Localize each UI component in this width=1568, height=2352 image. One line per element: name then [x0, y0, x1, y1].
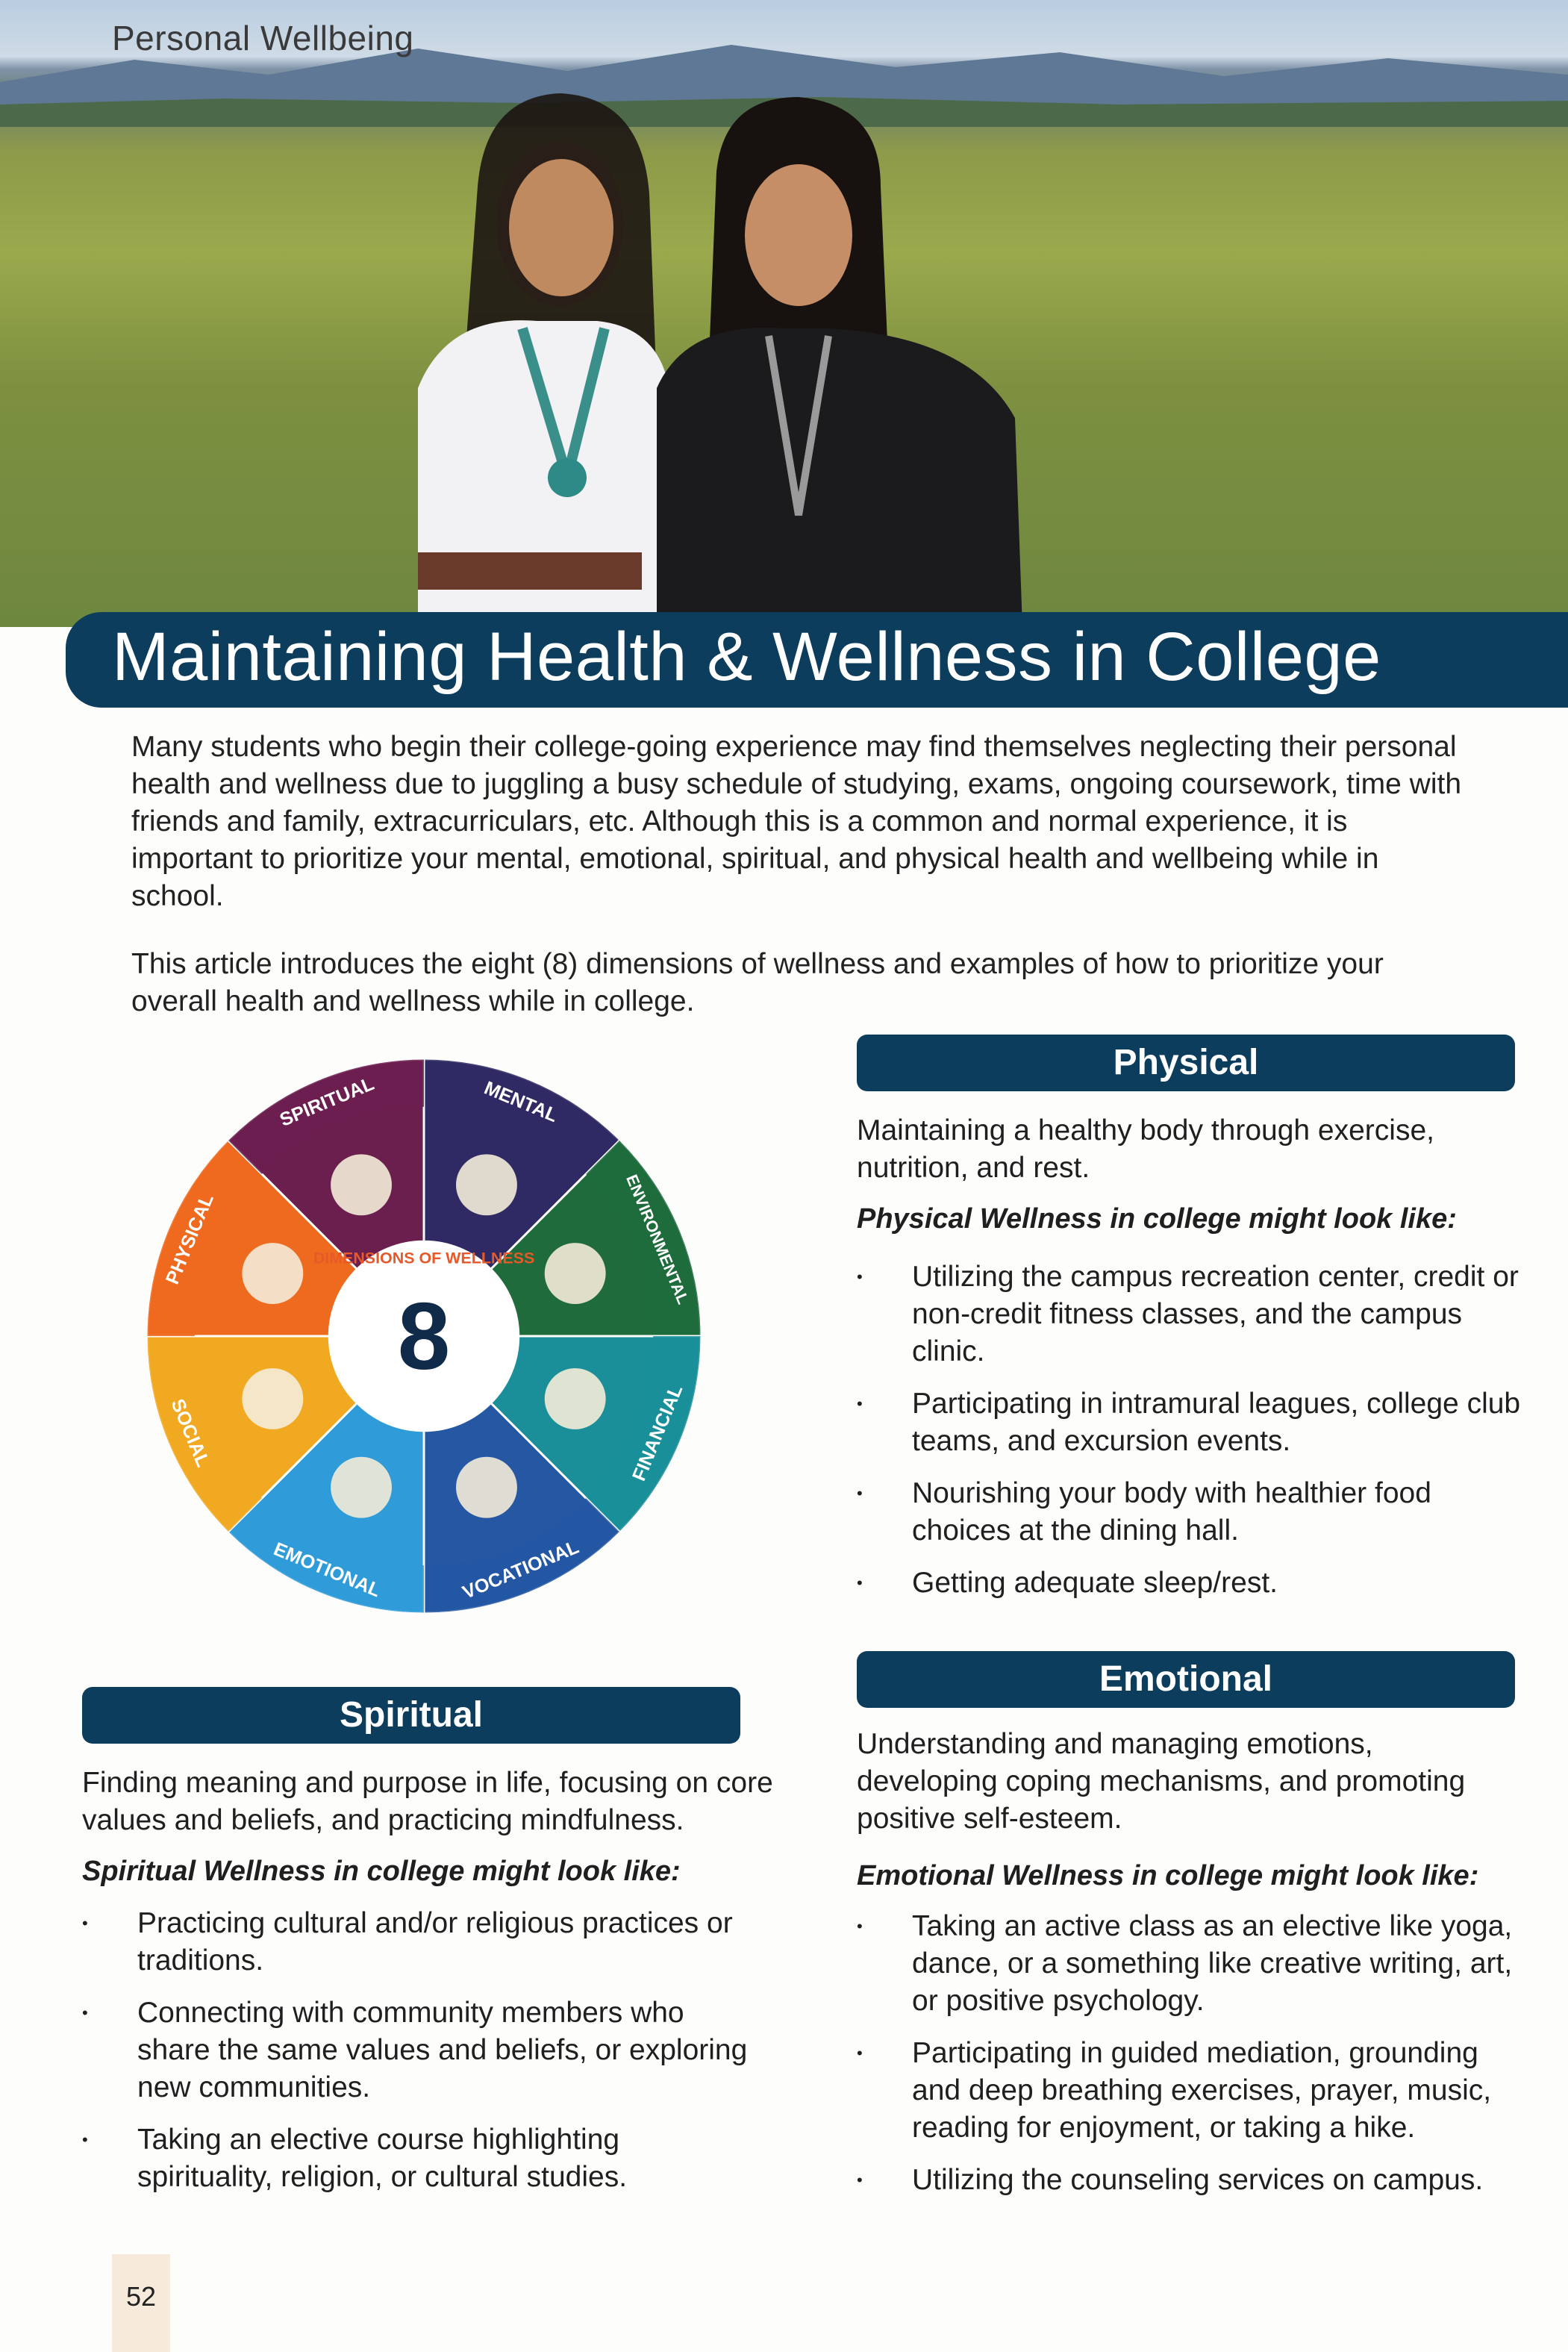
section-label: Personal Wellbeing [112, 19, 414, 57]
wheel-label-physical: PHYSICAL [161, 1191, 218, 1288]
list-item: • Practicing cultural and/or religious practices or traditions. [82, 1907, 733, 1977]
emotional-heading: Emotional [857, 1651, 1515, 1708]
list-item: • Utilizing the campus recreation center, credit or non-credit fitness classes, and the campus clinic. [857, 1261, 1519, 1367]
title-bar [66, 612, 1568, 708]
feather-icon [331, 1154, 392, 1215]
list-item: • Nourishing your body with healthier food choices at the dining hall. [857, 1477, 1431, 1547]
physical-subheading: Physical Wellness in college might look like: [857, 1203, 1457, 1235]
runner-icon [242, 1243, 303, 1304]
mountains-icon [545, 1243, 606, 1304]
intro-paragraph: This article introduces the eight (8) dimensions of wellness and examples of how to prioritize your overall health and wellness while in college. [131, 948, 1384, 1017]
list-item: • Taking an elective course highlighting spirituality, religion, or cultural studies. [82, 2124, 628, 2193]
tools-icon [456, 1457, 517, 1518]
wheel-label-spiritual: SPIRITUAL [276, 1073, 378, 1131]
wheel-label-mental: MENTAL [481, 1077, 561, 1127]
stones-icon [331, 1457, 392, 1518]
wheel-label-financial: FINANCIAL [628, 1382, 687, 1485]
spiritual-heading: Spiritual [82, 1687, 740, 1744]
page-number-tab [112, 2254, 170, 2352]
physical-heading: Physical [857, 1035, 1515, 1091]
wheel-label-emotional: EMOTIONAL [270, 1538, 384, 1602]
list-item: • Participating in guided mediation, grounding and deep breathing exercises, prayer, music, reading for enjoyment, or taking a hike. [857, 2037, 1492, 2144]
intro-paragraph: Many students who begin their college-going experience may find themselves neglecting their personal health and wellness due to juggling a busy schedule of studying, exams, ongoing coursework, time with friends and family, extracurriculars, etc. Although this is a common and normal experience, it is important to prioritize your mental, emotional, spiritual, and physical health and wellbeing while in school. [131, 731, 1462, 912]
list-item: • Connecting with community members who share the same values and beliefs, or exploring new communities. [82, 1997, 748, 2103]
list-item: • Getting adequate sleep/rest. [857, 1567, 1278, 1599]
hero-photo [0, 0, 1568, 627]
spiritual-list [82, 1905, 754, 2211]
wheel-label-environmental: ENVIRONMENTAL [622, 1172, 693, 1307]
spiritual-subheading: Spiritual Wellness in college might look like: [82, 1856, 681, 1887]
mug-icon [242, 1368, 303, 1429]
wellness-wheel [133, 1045, 715, 1627]
page-title: Maintaining Health & Wellness in College [112, 619, 1381, 695]
wheel-center-ring-text: DIMENSIONS OF WELLNESS [313, 1249, 535, 1267]
wheel-label-social: SOCIAL [166, 1396, 213, 1470]
face-icon [456, 1154, 517, 1215]
list-item: • Participating in intramural leagues, college club teams, and excursion events. [857, 1388, 1521, 1457]
emotional-list [857, 1908, 1528, 2214]
list-item: • Utilizing the counseling services on campus. [857, 2164, 1484, 2196]
physical-list [857, 1258, 1528, 1617]
spiritual-description: Finding meaning and purpose in life, focusing on core values and beliefs, and practicing mindfulness. [82, 1767, 773, 1836]
emotional-description: Understanding and managing emotions, developing coping mechanisms, and promoting positive self-esteem. [857, 1728, 1466, 1835]
wheel-center-number: 8 [397, 1282, 451, 1389]
list-item: • Taking an active class as an elective like yoga, dance, or a something like creative writing, art, or positive psychology. [857, 1910, 1513, 2017]
emotional-subheading: Emotional Wellness in college might look like: [857, 1860, 1479, 1891]
people-illustration [0, 0, 1568, 627]
wheel-label-vocational: VOCATIONAL [459, 1536, 582, 1603]
physical-description: Maintaining a healthy body through exercise, nutrition, and rest. [857, 1114, 1434, 1184]
money-icon [545, 1368, 606, 1429]
page-number: 52 [125, 2281, 157, 2312]
